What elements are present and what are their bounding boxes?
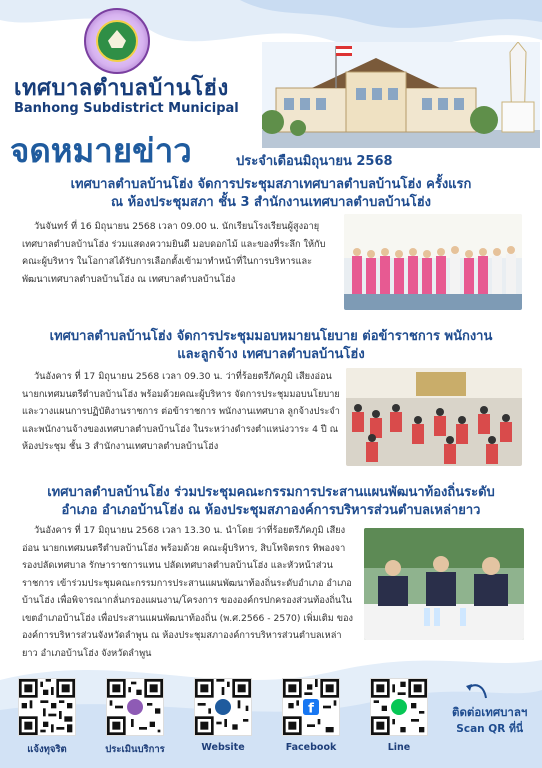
municipal-logo-icon xyxy=(215,699,231,715)
article-2-title-line-2: และลูกจ้าง เทศบาลตำบลบ้านโฮ่ง xyxy=(177,347,365,362)
article-1-group-photo xyxy=(344,214,522,310)
qr-code-line[interactable] xyxy=(370,678,428,736)
municipal-logo-icon xyxy=(127,699,143,715)
newsletter-title: จดหมายข่าว xyxy=(10,131,192,170)
article-2-title-line-1: เทศบาลตำบลบ้านโฮ่ง จัดการประชุมมอบหมายนโยบาย ต่อข้าราชการ พนักงาน xyxy=(49,329,493,344)
qr-label-service-evaluation: ประเมินบริการ xyxy=(105,744,165,755)
qr-code-report-corruption[interactable] xyxy=(18,678,76,736)
article-3-text: วันอังคาร ที่ 17 มิถุนายน 2568 เวลา 13.30 น. นำโดย ว่าที่ร้อยตรีภัคภูมิ เสียงอ่อน นายกเทศมนตรีตำบลบ้านโฮ่ง พร้อมด้วย คณะผู้บริหาร, สิบโทจิตรกร ทิพองจา รองปลัดเทศบาล รักษาราชการแทน ปลัดเทศบาลตำบลบ้านโฮ่ง และหัวหน้าส่วนราชการ เข้าร่วมประชุมคณะกรรมการประสานแผนพัฒนาท้องถิ่นระดับอำเภอ อำเภอบ้านโฮ่ง เพื่อพิจารณากลั่นกรองแผนงาน/โครงการ ขององค์กรปกครองส่วนท้องถิ่นในเขตอำเภอบ้านโฮ่ง เพื่อประสานแผนพัฒนาท้องถิ่น (พ.ศ.2566 - 2570) เพิ่มเติม ขององค์การบริหารส่วนจังหวัดลำพูน ณ ห้องประชุมสภาองค์การบริหารส่วนตำบลเหล่ายาว อำเภอบ้านโฮ่ง จังหวัดลำพูน xyxy=(22,525,354,659)
org-name-thai: เทศบาลตำบลบ้านโฮ่ง xyxy=(14,75,229,101)
article-1-title xyxy=(20,176,522,212)
article-2-title xyxy=(20,328,522,364)
contact-scan-callout xyxy=(452,704,527,738)
svg-text:f: f xyxy=(308,701,314,717)
article-1-title-line-1: เทศบาลตำบลบ้านโฮ่ง จัดการประชุมสภาเทศบาลตำบลบ้านโฮ่ง ครั้งแรก xyxy=(70,177,472,192)
contact-line-1: ติดต่อเทศบาลฯ xyxy=(452,705,528,719)
qr-label-report-corruption: แจ้งทุจริต xyxy=(27,744,67,755)
qr-code-website[interactable] xyxy=(194,678,252,736)
qr-label-facebook: Facebook xyxy=(285,742,337,753)
municipal-seal-logo xyxy=(84,8,150,74)
qr-code-facebook[interactable] xyxy=(282,678,340,736)
contact-line-2: Scan QR ที่นี่ xyxy=(456,723,524,735)
article-2-meeting-photo xyxy=(346,368,522,466)
org-name-english: Banhong Subdistrict Municipal xyxy=(14,101,239,116)
article-1-body xyxy=(22,218,328,288)
line-logo-icon xyxy=(391,699,407,715)
article-1-title-line-2: ณ ห้องประชุมสภา ชั้น 3 สำนักงานเทศบาลตำบลบ้านโฮ่ง xyxy=(110,195,432,210)
qr-label-line: Line xyxy=(387,742,411,753)
article-2-text: วันอังคาร ที่ 17 มิถุนายน 2568 เวลา 09.30 น. ว่าที่ร้อยตรีภัคภูมิ เสียงอ่อน นายกเทศมนตรีตำบลบ้านโฮ่ง พร้อมด้วยคณะผู้บริหาร จัดการประชุมมอบนโยบาย และวางแผนการปฏิบัติงานราชการ ต่อข้าราชการ พนักงานเทศบาล ลูกจ้างประจำ และพนักงานจ้างของเทศบาลตำบลบ้านโฮ่ง ในระหว่างดำรงตำแหน่งวาระ 4 ปี ณ ห้องประชุม ชั้น 3 สำนักงานเทศบาลตำบลบ้านโฮ่ง xyxy=(22,371,340,452)
article-3-meeting-photo xyxy=(364,528,524,640)
article-3-title xyxy=(20,484,522,520)
article-3-title-line-2: อำเภอ อำเภอบ้านโฮ่ง ณ ห้องประชุมสภาองค์การบริหารส่วนตำบลเหล่ายาว xyxy=(61,503,481,518)
qr-label-website: Website xyxy=(201,742,245,753)
curved-arrow-icon xyxy=(464,680,490,702)
month-label: ประจำเดือนมิถุนายน 2568 xyxy=(236,154,393,169)
article-1-text: วันจันทร์ ที่ 16 มิถุนายน 2568 เวลา 09.00 น. นักเรียนโรงเรียนผู้สูงอายุเทศบาลตำบลบ้านโฮ่ง ร่วมแสดงความยินดี มอบดอกไม้ และของที่ระลึก ให้กับคณะผู้บริหาร ในโอกาสได้รับการเลือกตั้งเข้ามาทำหน้าที่ในการบริหารและพัฒนาเทศบาลตำบลบ้านโฮ่ง ณ เทศบาลตำบลบ้านโฮ่ง xyxy=(22,221,326,285)
article-2-body xyxy=(22,368,340,456)
municipal-building-illustration xyxy=(262,42,540,148)
qr-code-service-evaluation[interactable] xyxy=(106,678,164,736)
article-3-body xyxy=(22,522,356,662)
article-3-title-line-1: เทศบาลตำบลบ้านโฮ่ง ร่วมประชุมคณะกรรมการประสานแผนพัฒนาท้องถิ่นระดับ xyxy=(47,485,495,500)
